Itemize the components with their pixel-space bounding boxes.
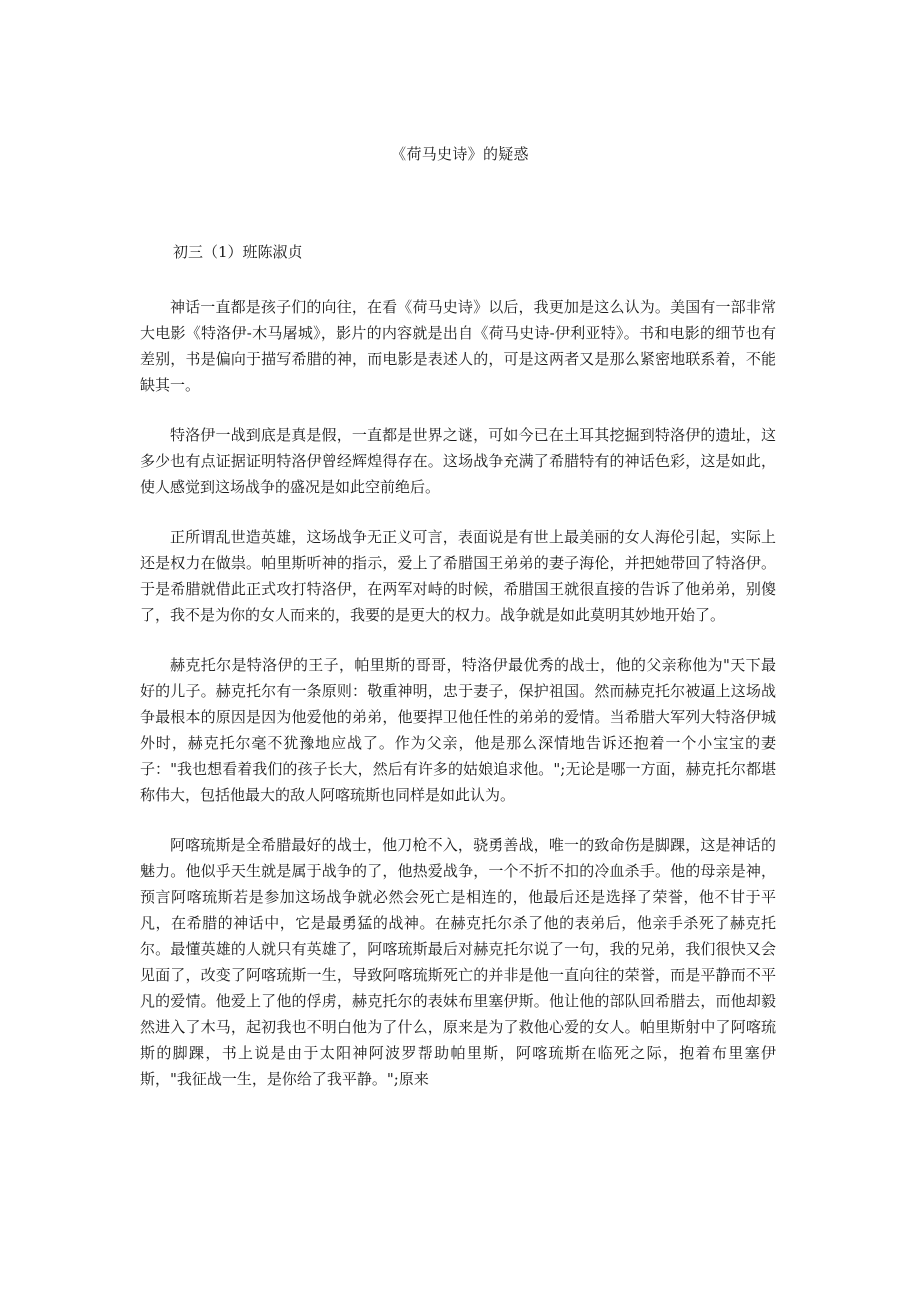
author-line: 初三（1）班陈淑贞 <box>173 243 303 261</box>
paragraph-2: 特洛伊一战到底是真是假，一直都是世界之谜，可如今已在土耳其挖掘到特洛伊的遗址，这多少也有点证据证明特洛伊曾经辉煌得存在。这场战争充满了希腊特有的神话色彩，这是如此，使人感觉到这场战争的盛况是如此空前绝后。 <box>140 426 776 496</box>
document-body <box>140 294 776 1116</box>
document-title: 《荷马史诗》的疑惑 <box>391 145 529 163</box>
paragraph-3: 正所谓乱世造英雄，这场战争无正义可言，表面说是有世上最美丽的女人海伦引起，实际上还是权力在做祟。帕里斯听神的指示，爱上了希腊国王弟弟的妻子海伦，并把她带回了特洛伊。于是希腊就借此正式攻打特洛伊，在两军对峙的时候，希腊国王就很直接的告诉了他弟弟，别傻了，我不是为你的女人而来的，我要的是更大的权力。战争就是如此莫明其妙地开始了。 <box>140 528 776 624</box>
paragraph-4: 赫克托尔是特洛伊的王子，帕里斯的哥哥，特洛伊最优秀的战士，他的父亲称他为"天下最好的儿子。赫克托尔有一条原则：敬重神明，忠于妻子，保护祖国。然而赫克托尔被逼上这场战争最根本的原因是因为他爱他的弟弟，他要捍卫他任性的弟弟的爱情。当希腊大军列大特洛伊城外时，赫克托尔毫不犹豫地应战了。作为父亲，他是那么深情地告诉还抱着一个小宝宝的妻子："我也想看着我们的孩子长大，然后有许多的姑娘追求他。";无论是哪一方面，赫克托尔都堪称伟大，包括他最大的敌人阿喀琉斯也同样是如此认为。 <box>140 656 776 804</box>
paragraph-5: 阿喀琉斯是全希腊最好的战士，他刀枪不入，骁勇善战，唯一的致命伤是脚踝，这是神话的魅力。他似乎天生就是属于战争的了，他热爱战争，一个不折不扣的冷血杀手。他的母亲是神，预言阿喀琉斯若是参加这场战争就必然会死亡是相连的，他最后还是选择了荣誉，他不甘于平凡，在希腊的神话中，它是最勇猛的战神。在赫克托尔杀了他的表弟后，他亲手杀死了赫克托尔。最懂英雄的人就只有英雄了，阿喀琉斯最后对赫克托尔说了一句，我的兄弟，我们很快又会见面了，改变了阿喀琉斯一生，导致阿喀琉斯死亡的并非是他一直向往的荣誉，而是平静而不平凡的爱情。他爱上了他的俘虏，赫克托尔的表妹布里塞伊斯。他让他的部队回希腊去，而他却毅然进入了木马，起初我也不明白他为了什么，原来是为了救他心爱的女人。帕里斯射中了阿喀琉斯的脚踝，书上说是由于太阳神阿波罗帮助帕里斯，阿喀琉斯在临死之际，抱着布里塞伊斯，"我征战一生，是你给了我平静。";原来 <box>140 836 776 1088</box>
paragraph-1: 神话一直都是孩子们的向往，在看《荷马史诗》以后，我更加是这么认为。美国有一部非常大电影《特洛伊-木马屠城》，影片的内容就是出自《荷马史诗-伊利亚特》。书和电影的细节也有差别，书是偏向于描写希腊的神，而电影是表述人的，可是这两者又是那么紧密地联系着，不能缺其一。 <box>140 298 776 394</box>
